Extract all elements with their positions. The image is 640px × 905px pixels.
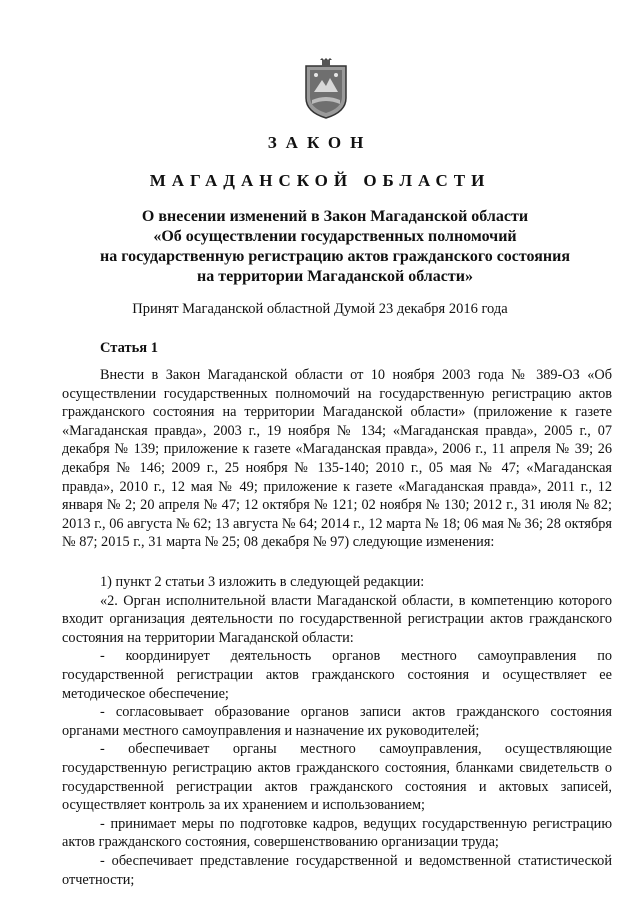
heading-line: на государственную регистрацию актов гражданского состояния (100, 248, 570, 265)
heading-line: на территории Магаданской области» (197, 268, 473, 285)
adoption-statement: Принят Магаданской областной Думой 23 декабря 2016 года (132, 301, 508, 317)
heading-line: О внесении изменений в Закон Магаданской области (141, 208, 529, 225)
article-items (62, 573, 612, 889)
heading-line: «Об осуществлении государственных полномочий (153, 228, 517, 245)
amendment-paragraph: - принимает меры по подготовке кадров, ведущих государственную регистрацию актов гражданского состояния, совершенствованию организации труда; (62, 815, 612, 851)
amendment-paragraph: - обеспечивает органы местного самоуправления, осуществляющие государственную регистрацию актов гражданского состояния, бланками свидетельств о государственной регистрации актов гражданского состояния и актовых записей, осуществляет контроль за их хранением и использованием; (62, 741, 612, 814)
amendment-paragraph: «2. Орган исполнительной власти Магаданской области, в компетенцию которого входит организация деятельности по государственной регистрации актов гражданского состояния на территории Магаданской области: (62, 592, 612, 646)
article-intro (62, 366, 612, 552)
amendment-paragraph: - координирует деятельность органов местного самоуправления по государственной регистрации актов гражданского состояния и осуществляет ее методическое обеспечение; (62, 648, 612, 702)
article-title: Статья 1 (100, 340, 158, 356)
law-heading (70, 207, 600, 287)
intro-paragraph: Внести в Закон Магаданской области от 10 ноября 2003 года № 389-ОЗ «Об осуществлении государственных полномочий на государственную регистрацию актов гражданского состояния на территории Магаданской области» (приложение к газете «Магаданская правда», 2003 г., 19 ноября № 134; «Магаданская правда», 2005 г., 07 декабря № 139; приложение к газете «Магаданская правда», 2006 г., 11 апреля № 39; 26 декабря № 146; 2009 г., 25 ноября № 135-140; 2010 г., 05 мая № 47; «Магаданская правда», 2010 г., 12 мая № 49; приложение к газете «Магаданская правда», 2011 г., 12 января № 2; 20 апреля № 47; 12 октября № 121; 02 ноября № 130; 2012 г., 31 июля № 82; 2013 г., 06 августа № 62; 13 августа № 64; 2014 г., 12 марта № 18; 06 мая № 36; 28 октября № 87; 2015 г., 31 марта № 25; 08 декабря № 97) следующие изменения: (62, 367, 612, 551)
coat-of-arms-icon (300, 58, 352, 120)
region-title: МАГАДАНСКОЙ ОБЛАСТИ (149, 171, 491, 190)
amendment-paragraph: - обеспечивает представление государственной и ведомственной статистической отчетности; (62, 852, 612, 888)
amendment-paragraph: 1) пункт 2 статьи 3 изложить в следующей редакции: (100, 574, 425, 590)
amendment-paragraph: - согласовывает образование органов записи актов гражданского состояния органами местного самоуправления и назначение их руководителей; (62, 704, 612, 739)
document-type-title: ЗАКОН (267, 133, 373, 152)
